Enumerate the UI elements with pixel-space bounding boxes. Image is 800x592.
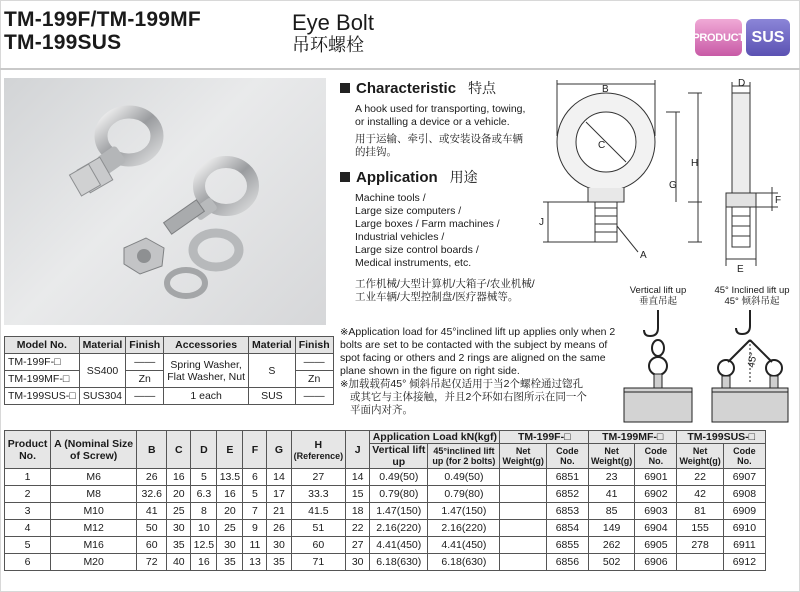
table-cell: 5: [5, 537, 51, 554]
product-badge: PRODUCT: [695, 19, 742, 56]
column-header-g: G: [267, 431, 291, 469]
table-cell: 26: [137, 469, 167, 486]
accessory-finish-cell: Zn: [295, 371, 333, 388]
table-cell: 21: [267, 503, 291, 520]
table-cell: 1: [5, 469, 51, 486]
application-cn-line: 工业车辆/大型控制盘/医疗器械等。: [355, 291, 519, 303]
table-cell: 155: [677, 520, 723, 537]
dimension-table-body: [5, 469, 766, 571]
inclined-load-note: [340, 326, 628, 417]
characteristic-text-cn: 用于运输、牵引、或安装设备或车辆的挂钩。: [355, 133, 523, 158]
table-cell: 30: [346, 554, 370, 571]
application-item: Industrial vehicles /: [355, 231, 445, 243]
table-cell: 11: [243, 537, 267, 554]
model-cell: TM-199F-□: [5, 354, 80, 371]
table-cell: 6909: [723, 503, 765, 520]
table-cell: 12.5: [191, 537, 217, 554]
table-cell: 60: [137, 537, 167, 554]
column-header-a: A (Nominal Size of Screw): [51, 431, 137, 469]
table-cell: 30: [267, 537, 291, 554]
table-cell: 4.41(450): [370, 537, 428, 554]
vertical-lift-label-en: Vertical lift up: [629, 285, 687, 296]
application-item: Machine tools /: [355, 192, 426, 204]
table-cell: 25: [167, 503, 191, 520]
table-cell: 6905: [635, 537, 677, 554]
vertical-lift-caption: [618, 285, 698, 307]
finish-cell: ——: [126, 388, 164, 405]
application-heading: [340, 167, 530, 187]
table-row: [5, 537, 766, 554]
finish-cell: Zn: [126, 371, 164, 388]
inclined-lift-label-en: 45° Inclined lift up: [714, 285, 790, 296]
material-cell: SS400: [79, 354, 126, 388]
accessory-material-cell: SUS: [249, 388, 296, 405]
column-header-tm199sus: TM-199SUS-□: [677, 431, 766, 444]
table-cell: [500, 486, 546, 503]
table-cell: 17: [267, 486, 291, 503]
table-cell: 32.6: [137, 486, 167, 503]
accessories-line: Flat Washer, Nut: [167, 370, 246, 383]
square-bullet-icon: [340, 172, 350, 182]
table-cell: 4.41(450): [428, 537, 500, 554]
column-header-net-weight: Net Weight(g): [588, 444, 634, 469]
note-mark: ※: [340, 379, 349, 390]
table-cell: 35: [217, 554, 243, 571]
table-cell: [500, 520, 546, 537]
column-header: Material: [79, 337, 126, 354]
column-header-inclined: 45°inclined lift up (for 2 bolts): [428, 444, 500, 469]
table-cell: 27: [346, 537, 370, 554]
table-cell: M6: [51, 469, 137, 486]
table-cell: 149: [588, 520, 634, 537]
model-cell: TM-199SUS-□: [5, 388, 80, 405]
table-header-row: [5, 337, 334, 354]
column-header-product-no: Product No.: [5, 431, 51, 469]
application-title-cn: 用途: [449, 169, 478, 185]
column-header-j: J: [346, 431, 370, 469]
table-cell: M12: [51, 520, 137, 537]
table-cell: 6854: [546, 520, 588, 537]
table-cell: 8: [191, 503, 217, 520]
product-name-cn: 吊环螺栓: [292, 35, 364, 55]
dim-label-a: A: [640, 250, 647, 261]
column-header-h-label: H: [314, 438, 323, 451]
table-cell: M8: [51, 486, 137, 503]
inclined-lift-caption: [707, 285, 797, 307]
table-cell: 6.3: [191, 486, 217, 503]
table-cell: 71: [291, 554, 346, 571]
table-cell: 51: [291, 520, 346, 537]
application-cn-line: 工作机械/大型计算机/大箱子/农业机械/: [355, 278, 535, 290]
column-header: Material: [249, 337, 296, 354]
table-cell: 6908: [723, 486, 765, 503]
table-cell: 10: [191, 520, 217, 537]
table-cell: 262: [588, 537, 634, 554]
table-cell: 6904: [635, 520, 677, 537]
column-header: Finish: [295, 337, 333, 354]
table-cell: 35: [167, 537, 191, 554]
model-line-1: TM-199F/TM-199MF: [4, 8, 201, 31]
table-cell: 50: [137, 520, 167, 537]
table-cell: 6: [5, 554, 51, 571]
column-header-f: F: [243, 431, 267, 469]
table-cell: 16: [167, 469, 191, 486]
dim-label-f: F: [775, 195, 782, 206]
column-header-code: Code No.: [635, 444, 677, 469]
table-cell: 6912: [723, 554, 765, 571]
application-item: Medical instruments, etc.: [355, 257, 472, 269]
product-photo: [4, 78, 326, 325]
column-header: Accessories: [164, 337, 249, 354]
side-dimension-drawing: [712, 76, 792, 276]
table-cell: [500, 554, 546, 571]
table-cell: 1.47(150): [370, 503, 428, 520]
vertical-lift-illustration: [620, 306, 698, 424]
note-text-en: Application load for 45°inclined lift up applies only when 2 bolts are set to be contacted with the subject by means of spot facing or others and 2 rings are aligned on the same plane shown in the figure on right side.: [340, 326, 616, 377]
table-cell: 22: [677, 469, 723, 486]
column-header: Model No.: [5, 337, 80, 354]
table-cell: 0.79(80): [428, 486, 500, 503]
dim-label-d: D: [738, 78, 746, 89]
table-cell: 6911: [723, 537, 765, 554]
dimension-table: [4, 430, 766, 571]
table-cell: 6903: [635, 503, 677, 520]
model-title: [4, 8, 201, 54]
table-row: [5, 354, 334, 371]
accessory-finish-cell: ——: [295, 388, 333, 405]
table-cell: 2.16(220): [370, 520, 428, 537]
accessories-cell: [164, 354, 249, 388]
table-row: [5, 486, 766, 503]
note-cn-line: 或其它与主体接触，并且2个环如右图所示在同一个: [350, 391, 587, 403]
table-cell: M16: [51, 537, 137, 554]
table-cell: 2: [5, 486, 51, 503]
table-cell: 22: [346, 520, 370, 537]
angle-label: 45°: [746, 351, 760, 369]
application-item: Large size computers /: [355, 205, 462, 217]
table-cell: 30: [167, 520, 191, 537]
characteristic-heading: [340, 78, 530, 98]
application-item: Large boxes / Farm machines /: [355, 218, 500, 230]
application-list: [355, 192, 530, 270]
dim-label-c: C: [598, 140, 606, 151]
table-cell: 16: [191, 554, 217, 571]
table-cell: 0.49(50): [370, 469, 428, 486]
table-cell: 42: [677, 486, 723, 503]
table-cell: 15: [346, 486, 370, 503]
dim-label-j: J: [539, 217, 544, 228]
accessories-cell: 1 each: [164, 388, 249, 405]
table-cell: 6901: [635, 469, 677, 486]
table-cell: 6852: [546, 486, 588, 503]
table-cell: 30: [217, 537, 243, 554]
sus-badge: SUS: [746, 19, 790, 56]
column-header-application-load: Application Load kN(kgf): [370, 431, 500, 444]
table-cell: [500, 537, 546, 554]
table-row: [5, 554, 766, 571]
column-header: Finish: [126, 337, 164, 354]
column-header-c: C: [167, 431, 191, 469]
table-cell: [500, 503, 546, 520]
column-header-tm199mf: TM-199MF-□: [588, 431, 676, 444]
table-cell: 6855: [546, 537, 588, 554]
square-bullet-icon: [340, 83, 350, 93]
product-name: [292, 11, 374, 56]
table-cell: M10: [51, 503, 137, 520]
application-title: Application: [356, 168, 438, 186]
table-cell: 13: [243, 554, 267, 571]
table-cell: 23: [588, 469, 634, 486]
table-cell: [500, 469, 546, 486]
table-cell: 20: [217, 503, 243, 520]
table-cell: 60: [291, 537, 346, 554]
dim-label-h: H: [691, 158, 699, 169]
column-header-code: Code No.: [546, 444, 588, 469]
table-cell: 6906: [635, 554, 677, 571]
application-item: Large size control boards /: [355, 244, 479, 256]
table-cell: 6856: [546, 554, 588, 571]
table-cell: 5: [243, 486, 267, 503]
header-divider: [0, 68, 800, 70]
table-cell: 16: [217, 486, 243, 503]
table-cell: 72: [137, 554, 167, 571]
table-cell: M20: [51, 554, 137, 571]
model-cell: TM-199MF-□: [5, 371, 80, 388]
table-cell: 502: [588, 554, 634, 571]
table-cell: 41.5: [291, 503, 346, 520]
material-cell: SUS304: [79, 388, 126, 405]
dim-label-e: E: [737, 264, 744, 275]
description-column: [340, 78, 535, 304]
characteristic-title-cn: 特点: [468, 80, 497, 96]
table-row: [5, 469, 766, 486]
table-cell: 35: [267, 554, 291, 571]
table-cell: 40: [167, 554, 191, 571]
characteristic-title: Characteristic: [356, 79, 457, 97]
column-header-b: B: [137, 431, 167, 469]
table-cell: 0.49(50): [428, 469, 500, 486]
table-cell: 41: [588, 486, 634, 503]
finish-cell: ——: [126, 354, 164, 371]
table-cell: 6851: [546, 469, 588, 486]
column-header-e: E: [217, 431, 243, 469]
table-cell: 6853: [546, 503, 588, 520]
table-cell: 18: [346, 503, 370, 520]
table-cell: 4: [5, 520, 51, 537]
table-cell: 14: [267, 469, 291, 486]
table-cell: 6902: [635, 486, 677, 503]
inclined-lift-illustration: [708, 306, 792, 424]
table-cell: 81: [677, 503, 723, 520]
vertical-lift-label-cn: 垂直吊起: [638, 296, 677, 307]
table-cell: 6907: [723, 469, 765, 486]
table-cell: 26: [267, 520, 291, 537]
column-header-vertical: Vertical lift up: [370, 444, 428, 469]
table-cell: 6.18(630): [428, 554, 500, 571]
table-cell: 33.3: [291, 486, 346, 503]
column-header-tm199f: TM-199F-□: [500, 431, 588, 444]
table-cell: 6.18(630): [370, 554, 428, 571]
note-cn-line: [340, 378, 628, 391]
note-cn-paragraph: [340, 378, 628, 417]
table-cell: 27: [291, 469, 346, 486]
table-cell: 5: [191, 469, 217, 486]
table-cell: 2.16(220): [428, 520, 500, 537]
table-cell: 7: [243, 503, 267, 520]
accessory-finish-cell: ——: [295, 354, 333, 371]
table-cell: 85: [588, 503, 634, 520]
note-mark: ※: [340, 327, 349, 338]
table-cell: 25: [217, 520, 243, 537]
column-header-code: Code No.: [723, 444, 765, 469]
table-cell: 13.5: [217, 469, 243, 486]
note-cn-line: 平面内对齐。: [350, 404, 413, 416]
table-cell: 14: [346, 469, 370, 486]
table-cell: 6: [243, 469, 267, 486]
column-header-h: [291, 431, 346, 469]
note-en-paragraph: [340, 326, 628, 378]
table-cell: 278: [677, 537, 723, 554]
table-cell: 3: [5, 503, 51, 520]
table-cell: 9: [243, 520, 267, 537]
model-line-2: TM-199SUS: [4, 31, 122, 54]
dim-label-g: G: [669, 180, 677, 191]
table-cell: 41: [137, 503, 167, 520]
table-cell: 20: [167, 486, 191, 503]
specification-table: [4, 336, 334, 405]
accessories-line: Spring Washer,: [170, 358, 242, 371]
characteristic-text-en: A hook used for transporting, towing, or installing a device or a vehicle.: [355, 103, 526, 128]
eye-bolt-photo-image: [4, 78, 326, 325]
note-cn-text: 加载载荷45° 倾斜吊起仅适用于当2个螺栓通过锪孔: [348, 378, 584, 390]
column-header-d: D: [191, 431, 217, 469]
table-row: [5, 520, 766, 537]
table-row: [5, 503, 766, 520]
table-cell: [677, 554, 723, 571]
column-header-h-sub: (Reference): [293, 450, 344, 461]
inclined-lift-label-cn: 45° 倾斜吊起: [724, 296, 780, 307]
application-text-cn: [355, 278, 565, 304]
table-row: [5, 388, 334, 405]
dim-label-b: B: [602, 84, 609, 95]
table-cell: 1.47(150): [428, 503, 500, 520]
column-header-net-weight: Net Weight(g): [500, 444, 546, 469]
product-name-en: Eye Bolt: [292, 10, 374, 35]
column-header-net-weight: Net Weight(g): [677, 444, 723, 469]
table-cell: 6910: [723, 520, 765, 537]
table-cell: 0.79(80): [370, 486, 428, 503]
accessory-material-cell: S: [249, 354, 296, 388]
table-header-row: [5, 431, 766, 444]
front-dimension-drawing: [538, 76, 708, 282]
